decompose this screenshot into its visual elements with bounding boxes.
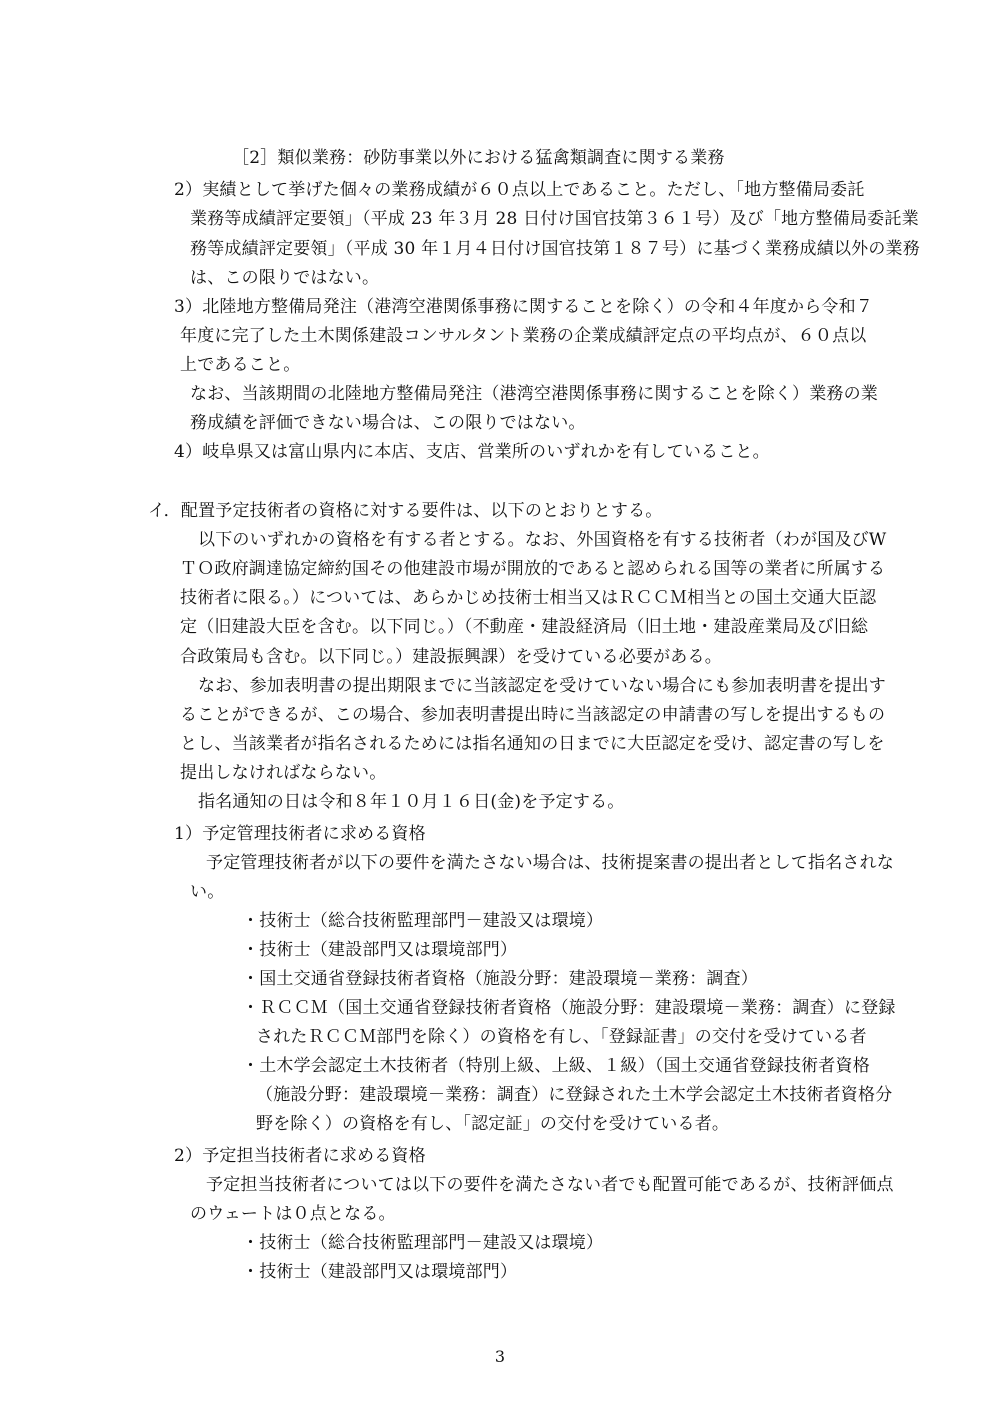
text-line: 以下のいずれかの資格を有する者とする。なお、外国資格を有する技術者（わが国及びW [198, 530, 887, 550]
text-line: 予定管理技術者が以下の要件を満たさない場合は、技術提案書の提出者として指名されな [206, 853, 894, 873]
page-number: 3 [494, 1347, 506, 1366]
text-line: 指名通知の日は令和８年１０月１６日(金)を予定する。 [198, 792, 625, 812]
list-item: ・土木学会認定土木技術者（特別上級、上級、１級）（国土交通省登録技術者資格 [242, 1056, 870, 1076]
text-line: 合政策局も含む。以下同じ。）建設振興課）を受けている必要がある。 [180, 647, 722, 667]
text-line: 定（旧建設大臣を含む。以下同じ。）（不動産・建設経済局（旧土地・建設産業局及び旧総 [180, 617, 869, 637]
list-item: ・技術士（建設部門又は環境部門） [242, 940, 518, 960]
text-line: 3）北陸地方整備局発注（港湾空港関係事務に関することを除く）の令和４年度から令和７ [174, 297, 874, 317]
text-line: のウェートは０点となる。 [190, 1204, 396, 1224]
text-line: ることができるが、この場合、参加表明書提出時に当該認定の申請書の写しを提出するもの [180, 705, 886, 725]
text-line: なお、当該期間の北陸地方整備局発注（港湾空港関係事務に関することを除く）業務の業 [190, 384, 878, 404]
text-line: 業務等成績評定要領」（平成 23 年３月 28 日付け国官技第３６１号）及び「地方整備局委託業 [190, 209, 919, 229]
list-item-continuation: 野を除く）の資格を有し、「認定証」の交付を受けている者。 [256, 1114, 730, 1134]
text-line: 2）実績として挙げた個々の業務成績が６０点以上であること。ただし、「地方整備局委託 [174, 180, 865, 200]
list-item-continuation: （施設分野：建設環境－業務：調査）に登録された土木学会認定土木技術者資格分 [256, 1085, 893, 1105]
text-line: ［2］類似業務：砂防事業以外における猛禽類調査に関する業務 [232, 148, 725, 168]
subsection-heading: 2）予定担当技術者に求める資格 [174, 1146, 426, 1166]
text-line: い。 [190, 882, 225, 902]
text-line: なお、参加表明書の提出期限までに当該認定を受けていない場合にも参加表明書を提出す [198, 676, 886, 696]
list-item: ・技術士（総合技術監理部門－建設又は環境） [242, 911, 604, 931]
section-heading: イ．配置予定技術者の資格に対する要件は、以下のとおりとする。 [148, 501, 663, 521]
list-item: ・国土交通省登録技術者資格（施設分野：建設環境－業務：調査） [242, 969, 758, 989]
text-line: 年度に完了した土木関係建設コンサルタント業務の企業成績評定点の平均点が、６０点以 [180, 326, 867, 346]
text-line: とし、当該業者が指名されるためには指名通知の日までに大臣認定を受け、認定書の写しを [180, 734, 885, 754]
text-line: 技術者に限る。）については、あらかじめ技術士相当又はＲＣＣＭ相当との国土交通大臣認 [180, 588, 877, 608]
text-line: は、この限りではない。 [190, 268, 380, 288]
text-line: 務成績を評価できない場合は、この限りではない。 [190, 413, 586, 433]
text-line: ＴＯ政府調達協定締約国その他建設市場が開放的であると認められる国等の業者に所属する [180, 559, 886, 579]
list-item: ・技術士（建設部門又は環境部門） [242, 1262, 518, 1282]
text-line: 上であること。 [180, 355, 301, 375]
text-line: 予定担当技術者については以下の要件を満たさない者でも配置可能であるが、技術評価点 [206, 1175, 894, 1195]
list-item-continuation: されたＲＣＣＭ部門を除く）の資格を有し、「登録証書」の交付を受けている者 [256, 1027, 867, 1047]
list-item: ・技術士（総合技術監理部門－建設又は環境） [242, 1233, 604, 1253]
list-item: ・ＲＣＣＭ（国土交通省登録技術者資格（施設分野：建設環境－業務：調査）に登録 [242, 998, 896, 1018]
subsection-heading: 1）予定管理技術者に求める資格 [174, 824, 426, 844]
text-line: 務等成績評定要領」（平成 30 年１月４日付け国官技第１８７号）に基づく業務成績以外の業務 [190, 239, 920, 259]
text-line: 提出しなければならない。 [180, 763, 387, 783]
text-line: 4）岐阜県又は富山県内に本店、支店、営業所のいずれかを有していること。 [174, 442, 770, 462]
